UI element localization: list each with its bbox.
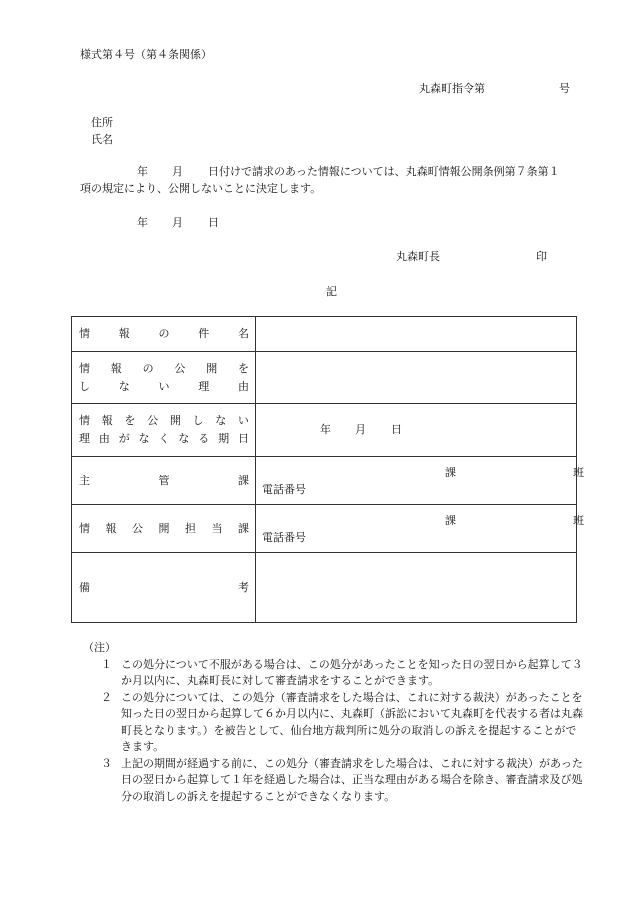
period-value-cell[interactable] (256, 404, 577, 457)
char: 管 (158, 473, 170, 487)
note-item (85, 690, 585, 756)
staff-value (256, 505, 584, 552)
note-text: この処分については、この処分（審査請求をした場合は、これに対する裁決）があったことを知った日の翌日から起算して６か月以内に、丸森町（訴訟において丸森町を代表する者は丸森町長となります。）を被告として、仙台地方裁判所に処分の取消しの訴えを提起することができます。 (121, 690, 583, 753)
dept-label-cell (72, 457, 256, 505)
body-date-month: 月 (172, 165, 183, 178)
char: 報 (110, 361, 122, 375)
ki-heading: 記 (326, 285, 337, 298)
body-line1: 日付けで請求のあった情報については、丸森町情報公開条例第７条第１ (208, 165, 560, 178)
remarks-value-cell[interactable] (256, 553, 577, 623)
period-year: 年 (320, 423, 331, 436)
form-table (71, 316, 584, 623)
subject-label (79, 325, 249, 343)
char: 由 (238, 379, 249, 393)
char: く (158, 432, 170, 445)
char: 開 (206, 361, 218, 375)
staff-value-cell[interactable] (256, 505, 584, 553)
issue-date-day: 日 (208, 216, 219, 229)
staff-phone: 電話番号 (262, 531, 306, 544)
char: い (158, 379, 170, 393)
row-remarks (72, 553, 577, 623)
period-day: 日 (391, 423, 402, 436)
char: な (215, 414, 227, 427)
char: 由 (98, 432, 110, 445)
char: 公 (147, 414, 159, 427)
row-reason (72, 352, 577, 404)
dept-ka: 課 (445, 466, 456, 479)
row-dept (72, 457, 577, 505)
staff-label (79, 520, 249, 538)
char: な (138, 432, 150, 445)
subject-value-cell[interactable] (256, 317, 577, 352)
char: 報 (118, 327, 130, 340)
ref-number-suffix: 号 (559, 82, 570, 95)
char: の (142, 361, 154, 375)
char: の (158, 327, 170, 340)
issue-date-month: 月 (172, 216, 183, 229)
char: 担 (185, 521, 196, 535)
char: を (237, 361, 249, 375)
char: 公 (174, 361, 186, 375)
char: 当 (211, 521, 223, 535)
staff-han: 班 (573, 514, 584, 527)
dept-han: 班 (573, 466, 584, 479)
char: し (192, 414, 204, 427)
char: 名 (238, 327, 249, 340)
char: な (178, 432, 190, 445)
char: 情 (79, 361, 90, 375)
issue-date-year: 年 (137, 216, 148, 229)
period-label-line1 (79, 412, 249, 430)
staff-ka: 課 (445, 514, 456, 527)
char: 情 (79, 414, 90, 427)
row-period (72, 404, 577, 457)
body-date-year: 年 (137, 165, 148, 178)
char: が (118, 432, 130, 445)
char: 考 (238, 580, 249, 594)
dept-value (256, 457, 584, 504)
issuer-title: 丸森町長 (396, 250, 440, 263)
char: 公 (132, 521, 143, 535)
period-month: 月 (355, 423, 366, 436)
notes-header: （注） (83, 641, 116, 654)
dept-label (79, 472, 249, 490)
reason-label-line2 (79, 378, 249, 396)
reason-label-line1 (79, 360, 249, 378)
char: 日 (238, 432, 249, 445)
char: 理 (198, 379, 210, 393)
char: る (198, 432, 210, 445)
body-line2: 項の規定により、公開しないことに決定します。 (80, 182, 322, 195)
notes-section (85, 640, 585, 805)
note-text: 上記の期間が経過する前に、この処分（審査請求をした場合は、これに対する裁決）があった日の翌日から起算して１年を経過した場合は、正当な理由がある場合を除き、審査請求及び処分の取消しの訴えを提起することができなくなります。 (121, 756, 583, 803)
form-id: 様式第４号（第４条関係） (80, 48, 212, 61)
char: い (237, 414, 249, 427)
char: 課 (238, 473, 249, 487)
char: 主 (79, 473, 90, 487)
char: 課 (238, 521, 249, 535)
issuer-seal: 印 (536, 250, 547, 263)
char: 件 (198, 327, 210, 340)
remarks-label (79, 579, 249, 597)
char: 開 (158, 521, 170, 535)
remarks-label-cell (72, 553, 256, 623)
ref-number-prefix: 丸森町指令第 (419, 82, 485, 95)
char: 開 (169, 414, 181, 427)
char: 報 (105, 521, 117, 535)
note-item (85, 657, 585, 690)
char: 情 (79, 327, 90, 340)
row-staff (72, 505, 577, 553)
name-label: 氏名 (91, 133, 113, 146)
char: 期 (218, 432, 230, 445)
dept-phone: 電話番号 (262, 483, 306, 496)
char: 理 (79, 432, 90, 445)
note-text: この処分について不服がある場合は、この処分があったことを知った日の翌日から起算して３か月以内に、丸森町長に対して審査請求をすることができます。 (121, 657, 583, 687)
reason-value-cell[interactable] (256, 352, 577, 404)
staff-label-cell (72, 505, 256, 553)
char: な (118, 379, 130, 393)
period-label-line2 (79, 430, 249, 448)
char: し (79, 379, 90, 393)
note-item (85, 756, 585, 806)
char: を (124, 414, 136, 427)
period-value (256, 404, 576, 456)
char: 情 (79, 521, 90, 535)
note-number: ３ (101, 756, 112, 770)
char: 備 (79, 580, 90, 594)
note-number: ２ (101, 690, 112, 704)
subject-label-cell (72, 317, 256, 352)
note-number: １ (101, 657, 112, 671)
char: 報 (101, 414, 113, 427)
period-label-cell (72, 404, 256, 457)
row-subject (72, 317, 577, 352)
dept-value-cell[interactable] (256, 457, 584, 505)
address-label: 住所 (91, 116, 113, 129)
reason-label-cell (72, 352, 256, 404)
